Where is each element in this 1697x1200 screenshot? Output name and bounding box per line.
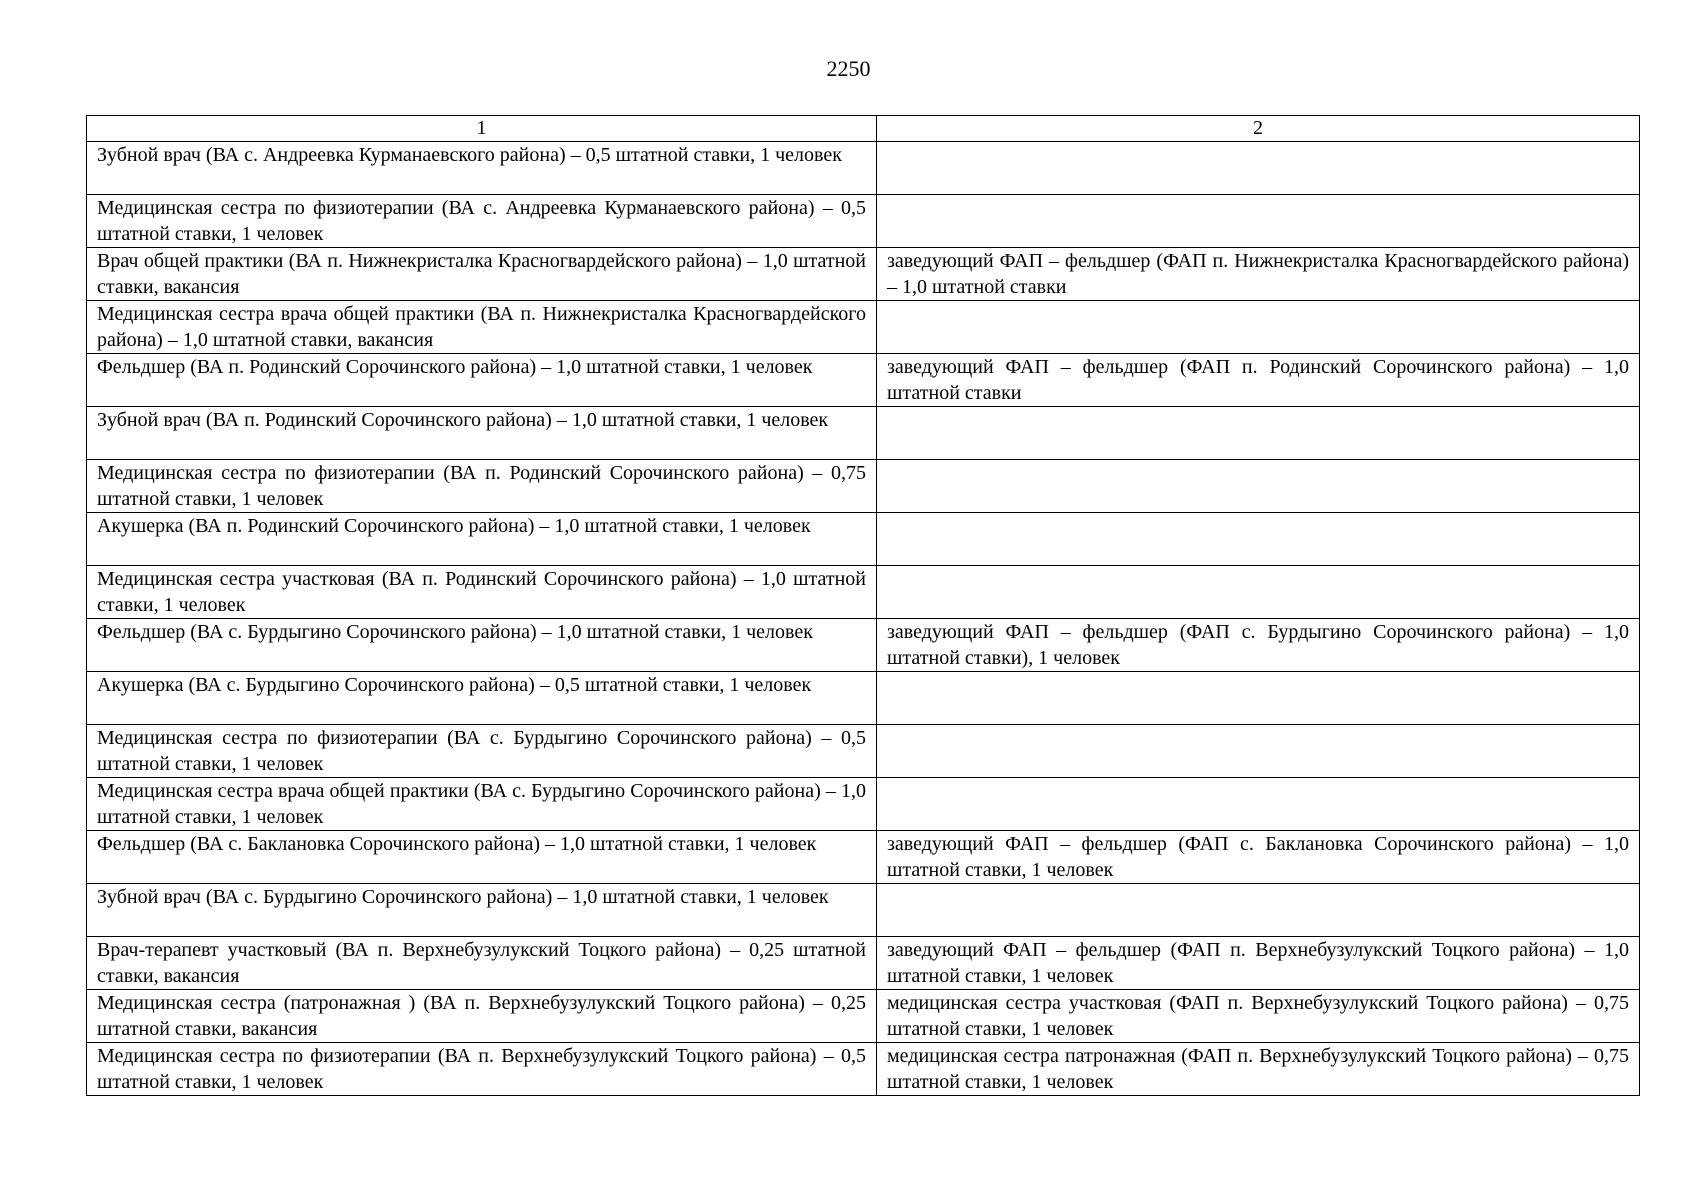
table-cell-col1: Фельдшер (ВА с. Бурдыгино Сорочинского района) – 1,0 штатной ставки, 1 человек — [87, 619, 877, 672]
table-cell-col1: Врач-терапевт участковый (ВА п. Верхнебузулукский Тоцкого района) – 0,25 штатной ставки, вакансия — [87, 937, 877, 990]
table-cell-col2 — [877, 142, 1640, 195]
staffing-table — [86, 115, 1640, 1096]
table-cell-col1: Фельдшер (ВА с. Баклановка Сорочинского района) – 1,0 штатной ставки, 1 человек — [87, 831, 877, 884]
table-cell-col1: Медицинская сестра врача общей практики (ВА п. Нижнекристалка Красногвардейского района) – 1,0 штатной ставки, вакансия — [87, 301, 877, 354]
table-cell-col2 — [877, 407, 1640, 460]
table-cell-col2 — [877, 301, 1640, 354]
table-row — [87, 1043, 1640, 1096]
table-row — [87, 778, 1640, 831]
table-cell-col1: Медицинская сестра по физиотерапии (ВА п. Родинский Сорочинского района) – 0,75 штатной ставки, 1 человек — [87, 460, 877, 513]
table-cell-col2 — [877, 195, 1640, 248]
table-row — [87, 990, 1640, 1043]
table-row — [87, 672, 1640, 725]
table-cell-col2 — [877, 513, 1640, 566]
table-cell-col2: медицинская сестра патронажная (ФАП п. Верхнебузулукский Тоцкого района) – 0,75 штатной ставки, 1 человек — [877, 1043, 1640, 1096]
table-cell-col2: заведующий ФАП – фельдшер (ФАП п. Нижнекристалка Красногвардейского района) – 1,0 штатной ставки — [877, 248, 1640, 301]
table-cell-col1: Зубной врач (ВА п. Родинский Сорочинского района) – 1,0 штатной ставки, 1 человек — [87, 407, 877, 460]
table-cell-col1: Медицинская сестра участковая (ВА п. Родинский Сорочинского района) – 1,0 штатной ставки, 1 человек — [87, 566, 877, 619]
table-cell-col2 — [877, 460, 1640, 513]
table-header-row — [87, 116, 1640, 142]
table-cell-col2: медицинская сестра участковая (ФАП п. Верхнебузулукский Тоцкого района) – 0,75 штатной ставки, 1 человек — [877, 990, 1640, 1043]
table-row — [87, 142, 1640, 195]
column-header-1: 1 — [87, 116, 877, 142]
table-cell-col2 — [877, 884, 1640, 937]
table-row — [87, 884, 1640, 937]
table-cell-col2: заведующий ФАП – фельдшер (ФАП п. Верхнебузулукский Тоцкого района) – 1,0 штатной ставки, 1 человек — [877, 937, 1640, 990]
table-row — [87, 301, 1640, 354]
table-cell-col2: заведующий ФАП – фельдшер (ФАП с. Бурдыгино Сорочинского района) – 1,0 штатной ставки), 1 человек — [877, 619, 1640, 672]
table-row — [87, 831, 1640, 884]
table-row — [87, 937, 1640, 990]
table-row — [87, 619, 1640, 672]
page-number: 2250 — [826, 56, 871, 81]
table-cell-col2 — [877, 672, 1640, 725]
table-row — [87, 460, 1640, 513]
table-cell-col1: Врач общей практики (ВА п. Нижнекристалка Красногвардейского района) – 1,0 штатной ставки, вакансия — [87, 248, 877, 301]
table-cell-col1: Медицинская сестра по физиотерапии (ВА с. Андреевка Курманаевского района) – 0,5 штатной ставки, 1 человек — [87, 195, 877, 248]
table-cell-col1: Зубной врач (ВА с. Бурдыгино Сорочинского района) – 1,0 штатной ставки, 1 человек — [87, 884, 877, 937]
table-cell-col1: Медицинская сестра врача общей практики (ВА с. Бурдыгино Сорочинского района) – 1,0 штатной ставки, 1 человек — [87, 778, 877, 831]
table-cell-col1: Фельдшер (ВА п. Родинский Сорочинского района) – 1,0 штатной ставки, 1 человек — [87, 354, 877, 407]
table-cell-col1: Акушерка (ВА с. Бурдыгино Сорочинского района) – 0,5 штатной ставки, 1 человек — [87, 672, 877, 725]
table-cell-col1: Акушерка (ВА п. Родинский Сорочинского района) – 1,0 штатной ставки, 1 человек — [87, 513, 877, 566]
table-cell-col1: Зубной врач (ВА с. Андреевка Курманаевского района) – 0,5 штатной ставки, 1 человек — [87, 142, 877, 195]
table-row — [87, 248, 1640, 301]
table-row — [87, 407, 1640, 460]
table-cell-col1: Медицинская сестра (патронажная ) (ВА п. Верхнебузулукский Тоцкого района) – 0,25 штатной ставки, вакансия — [87, 990, 877, 1043]
table-cell-col2 — [877, 778, 1640, 831]
table-cell-col2: заведующий ФАП – фельдшер (ФАП п. Родинский Сорочинского района) – 1,0 штатной ставки — [877, 354, 1640, 407]
table-row — [87, 354, 1640, 407]
column-header-2: 2 — [877, 116, 1640, 142]
table-row — [87, 566, 1640, 619]
table-row — [87, 513, 1640, 566]
table-cell-col2 — [877, 566, 1640, 619]
table-cell-col1: Медицинская сестра по физиотерапии (ВА п. Верхнебузулукский Тоцкого района) – 0,5 штатной ставки, 1 человек — [87, 1043, 877, 1096]
table-cell-col1: Медицинская сестра по физиотерапии (ВА с. Бурдыгино Сорочинского района) – 0,5 штатной ставки, 1 человек — [87, 725, 877, 778]
table-cell-col2 — [877, 725, 1640, 778]
table-row — [87, 725, 1640, 778]
table-row — [87, 195, 1640, 248]
table-cell-col2: заведующий ФАП – фельдшер (ФАП с. Баклановка Сорочинского района) – 1,0 штатной ставки, 1 человек — [877, 831, 1640, 884]
